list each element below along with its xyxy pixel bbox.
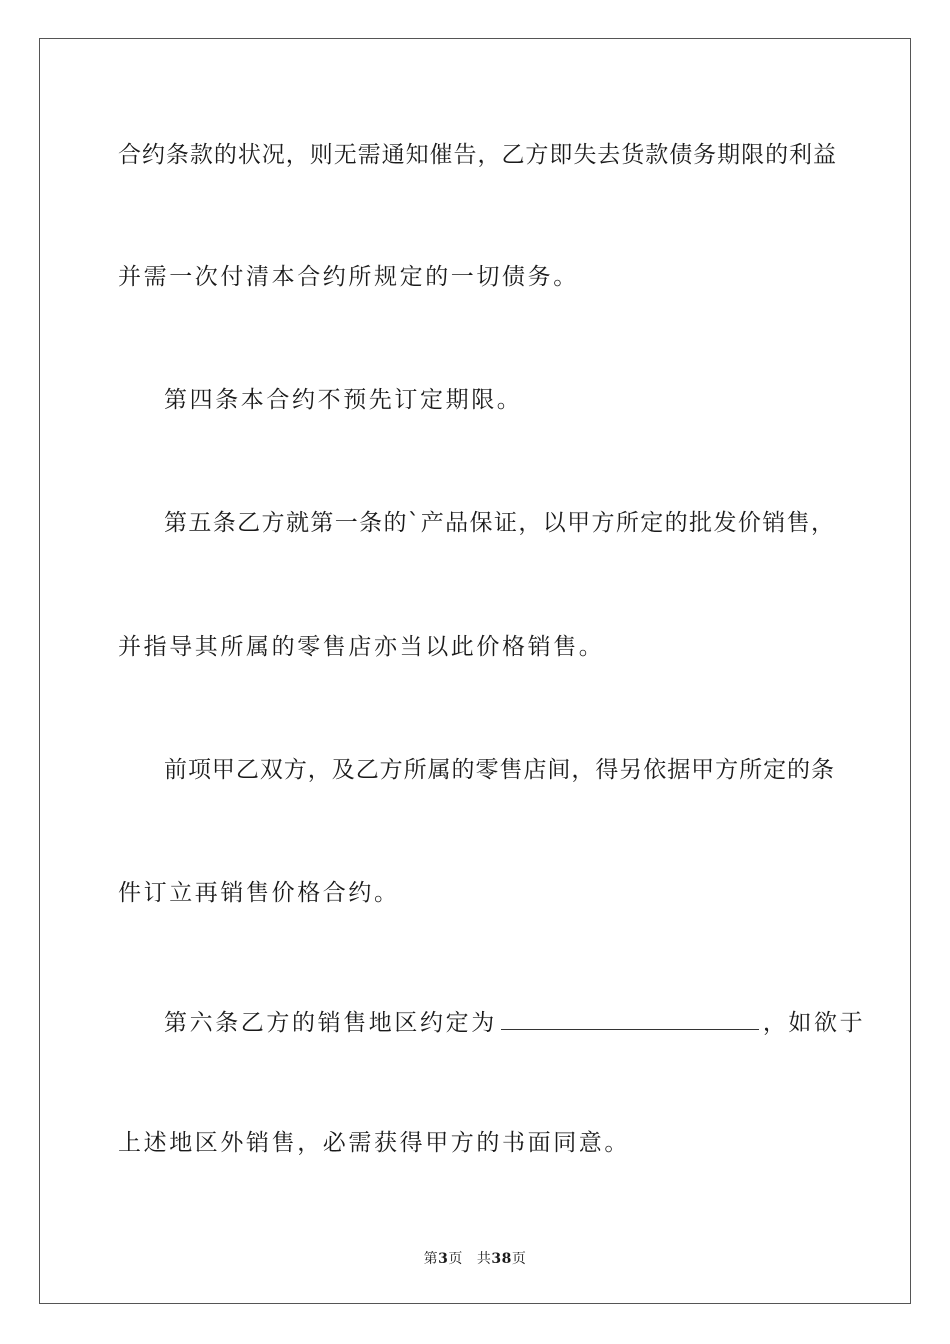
article-6-text-after: ，如欲于 xyxy=(762,1010,866,1036)
paragraph-line-1: 前项甲乙双方，及乙方所属的零售店间，得另依据甲方所定的条 xyxy=(164,757,834,783)
article-6-text-before: 第六条乙方的销售地区约定为 xyxy=(164,1010,497,1036)
article-5-line-1: 第五条乙方就第一条的`产品保证，以甲方所定的批发价销售， xyxy=(164,510,834,536)
fill-in-blank xyxy=(501,1009,759,1030)
footer-total-pages: 38 xyxy=(491,1251,512,1267)
footer-page-number: 3 xyxy=(438,1251,449,1267)
page-frame xyxy=(39,38,911,1304)
body-line-2: 并需一次付清本合约所规定的一切债务。 xyxy=(118,264,579,290)
article-6-line-2: 上述地区外销售，必需获得甲方的书面同意。 xyxy=(118,1130,630,1156)
footer-page-suffix: 页 xyxy=(448,1251,463,1267)
footer-total-prefix: 共 xyxy=(476,1251,492,1267)
article-6-line-1 xyxy=(164,1008,865,1038)
paragraph-line-2: 件订立再销售价格合约。 xyxy=(118,880,400,906)
article-5-line-2: 并指导其所属的零售店亦当以此价格销售。 xyxy=(118,634,605,660)
page-footer xyxy=(0,1248,950,1268)
body-line-1: 合约条款的状况，则无需通知催告，乙方即失去货款债务期限的利益 xyxy=(118,142,836,168)
footer-page-prefix: 第 xyxy=(423,1251,439,1267)
article-4-line: 第四条本合约不预先订定期限。 xyxy=(164,387,523,413)
footer-total-suffix: 页 xyxy=(511,1251,527,1267)
